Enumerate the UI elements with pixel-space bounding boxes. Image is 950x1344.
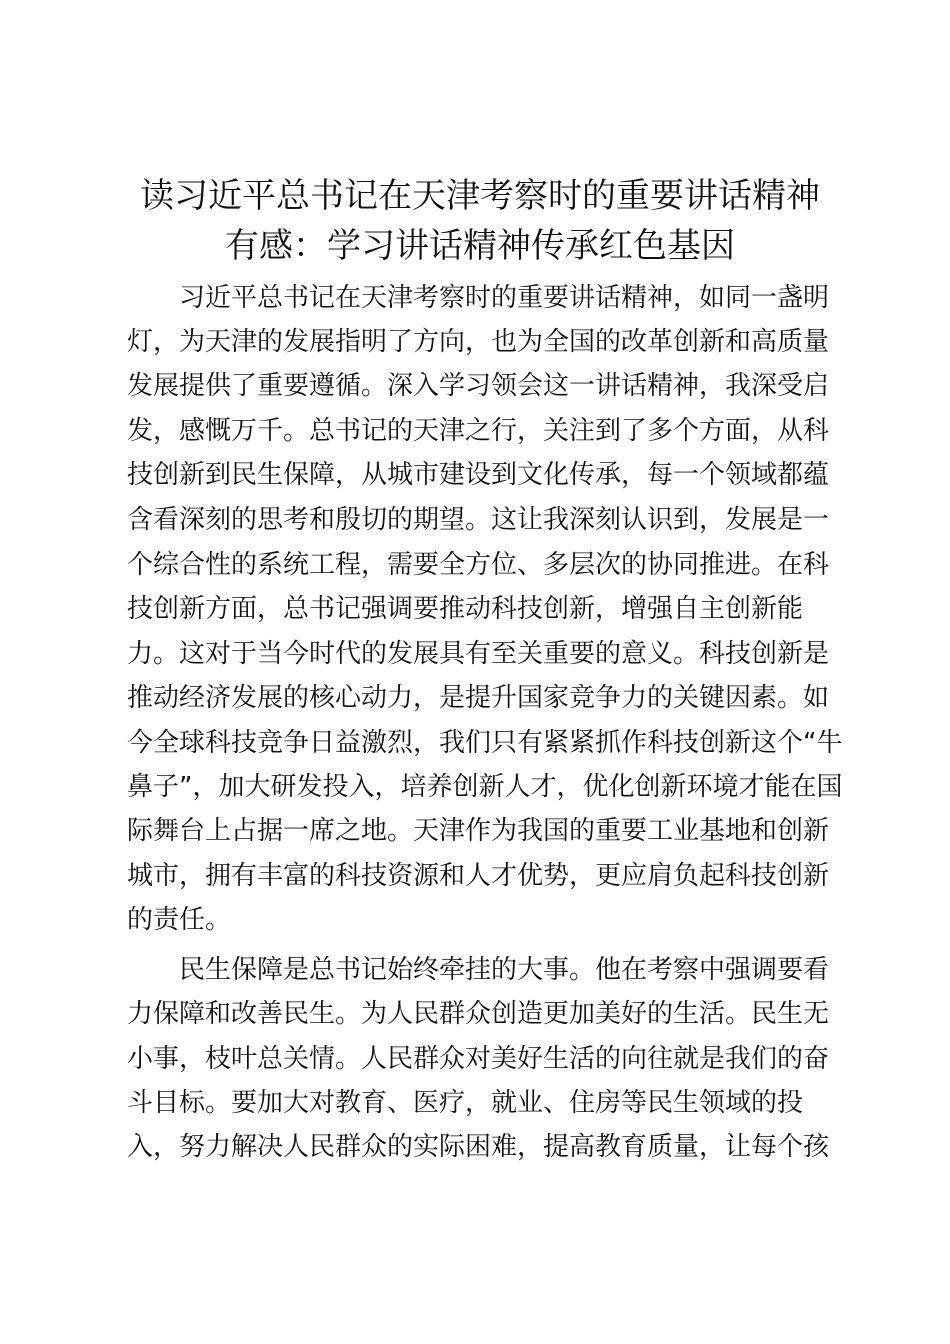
paragraph-1-line: 的责任。 bbox=[127, 905, 232, 935]
paragraph-2-line: 入，努力解决人民群众的实际困难，提高教育质量，让每个孩 bbox=[127, 1132, 830, 1162]
paragraph-1-line: 灯，为天津的发展指明了方向，也为全国的改革创新和高质量 bbox=[127, 327, 830, 357]
paragraph-1-line: 城市，拥有丰富的科技资源和人才优势，更应肩负起科技创新 bbox=[127, 861, 830, 891]
paragraph-1-line: 鼻子”，加大研发投入，培养创新人才，优化创新环境才能在国 bbox=[127, 772, 843, 802]
paragraph-1-line: 今全球科技竞争日益激烈，我们只有紧紧抓作科技创新这个“牛 bbox=[127, 728, 843, 758]
paragraph-1-line: 含看深刻的思考和殷切的期望。这让我深刻认识到，发展是一 bbox=[127, 505, 830, 535]
paragraph-1-line: 际舞台上占据一席之地。天津作为我国的重要工业基地和创新 bbox=[127, 816, 830, 846]
paragraph-1-line: 技创新方面，总书记强调要推动科技创新，增强自主创新能 bbox=[127, 594, 804, 624]
paragraph-1-line: 力。这对于当今时代的发展具有至关重要的意义。科技创新是 bbox=[127, 639, 830, 669]
paragraph-2-line: 斗目标。要加大对教育、医疗，就业、住房等民生领域的投 bbox=[127, 1088, 804, 1118]
paragraph-1-line: 个综合性的系统工程，需要全方位、多层次的协同推进。在科 bbox=[127, 550, 830, 580]
paragraph-1-line: 技创新到民生保障，从城市建设到文化传承，每一个领域都蕴 bbox=[127, 460, 830, 490]
paragraph-2-line: 小事，枝叶总关情。人民群众对美好生活的向往就是我们的奋 bbox=[127, 1044, 830, 1074]
paragraph-1-line: 发，感慨万千。总书记的天津之行，关注到了多个方面，从科 bbox=[127, 416, 830, 446]
paragraph-1-line: 推动经济发展的核心动力，是提升国家竞争力的关键因素。如 bbox=[127, 683, 830, 713]
title-line-2: 有感：学习讲话精神传承红色基因 bbox=[225, 226, 735, 266]
title-line-1: 读习近平总书记在天津考察时的重要讲话精神 bbox=[140, 176, 820, 216]
paragraph-2-line: 民生保障是总书记始终牵挂的大事。他在考察中强调要看 bbox=[179, 955, 830, 985]
paragraph-1-line: 习近平总书记在天津考察时的重要讲话精神，如同一盏明 bbox=[179, 283, 830, 313]
paragraph-1-line: 发展提供了重要遵循。深入学习领会这一讲话精神，我深受启 bbox=[127, 371, 830, 401]
paragraph-2-line: 力保障和改善民生。为人民群众创造更加美好的生活。民生无 bbox=[127, 999, 830, 1029]
